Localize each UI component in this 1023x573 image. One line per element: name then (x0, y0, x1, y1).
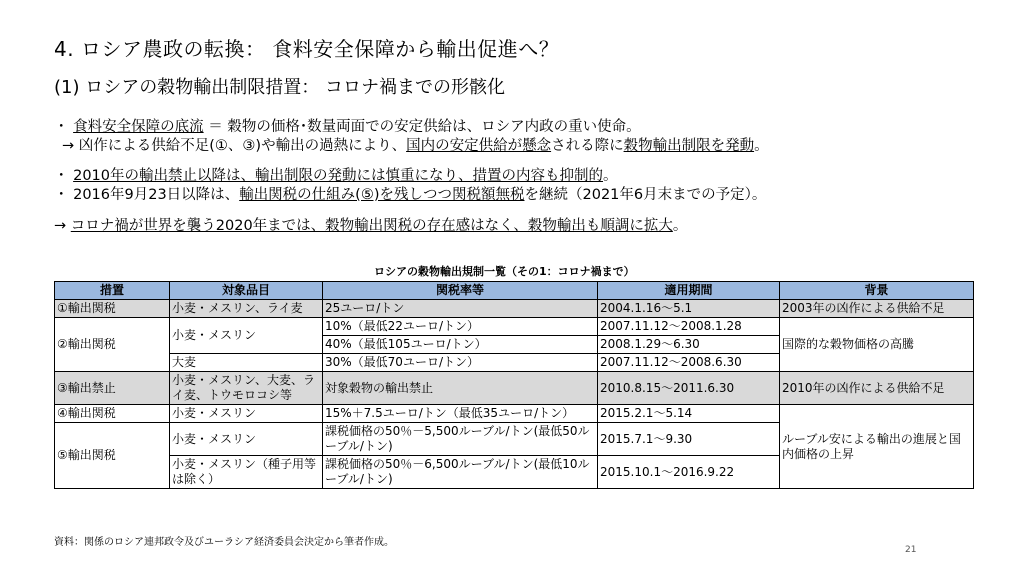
arrow-marker: → (62, 138, 75, 154)
page-number: 21 (905, 545, 917, 555)
slide-title: 4. ロシア農政の転換： 食料安全保障から輸出促進へ？ (54, 37, 560, 61)
bullet-export-restriction (62, 134, 769, 155)
header-background: 背景 (780, 282, 974, 300)
cell-rate: 10%（最低22ユーロ/トン） (323, 318, 598, 336)
table-row (55, 318, 974, 336)
cell-background: 国際的な穀物価格の高騰 (780, 318, 974, 372)
cell-period: 2015.7.1～9.30 (598, 423, 780, 456)
bullet-keyword: 穀物輸出制限を発動 (623, 138, 755, 154)
cell-measure: ②輸出関税 (55, 318, 170, 372)
cell-rate: 40%（最低105ユーロ/トン） (323, 336, 598, 354)
export-regulation-table (54, 281, 974, 489)
cell-item: 大麦 (170, 354, 323, 372)
bullet-text: を継続（2021年6月末までの予定）。 (524, 187, 767, 203)
table-caption: ロシアの穀物輸出規制一覧（その1：コロナ禍まで） (374, 265, 635, 278)
bullet-marker: ・ (54, 168, 69, 184)
cell-rate: 30%（最低70ユーロ/トン） (323, 354, 598, 372)
bullet-text: 2016年9月23日以降は、 (73, 187, 240, 203)
bullet-text: 凶作による供給不足(①、③)や輸出の過熱により、 (78, 138, 407, 154)
bullet-keyword: 食料安全保障の底流 (73, 119, 204, 135)
cell-item: 小麦・メスリン、ライ麦 (170, 300, 323, 318)
bullet-keyword: 国内の安定供給が懸念 (406, 138, 552, 154)
cell-item: 小麦・メスリン（種子用等は除く） (170, 456, 323, 489)
bullet-2016-duty (54, 183, 766, 204)
header-measure: 措置 (55, 282, 170, 300)
bullet-conclusion (54, 214, 687, 235)
cell-period: 2007.11.12～2008.6.30 (598, 354, 780, 372)
table-row (55, 405, 974, 423)
bullet-text: ＝ 穀物の価格･数量両面での安定供給は、ロシア内政の重い使命。 (203, 119, 641, 135)
cell-measure: ①輸出関税 (55, 300, 170, 318)
cell-item: 小麦・メスリン、大麦、ライ麦、トウモロコシ等 (170, 372, 323, 405)
cell-rate: 25ユーロ/トン (323, 300, 598, 318)
cell-item: 小麦・メスリン (170, 318, 323, 354)
cell-background: ルーブル安による輸出の進展と国内価格の上昇 (780, 405, 974, 489)
cell-rate: 15%＋7.5ユーロ/トン（最低35ユーロ/トン） (323, 405, 598, 423)
header-period: 適用期間 (598, 282, 780, 300)
bullet-text: 。 (754, 138, 769, 154)
arrow-marker: → (54, 218, 67, 234)
cell-rate: 課税価格の50％－6,500ルーブル/トン(最低10ルーブル/トン) (323, 456, 598, 489)
bullet-marker: ・ (54, 119, 69, 135)
header-rate: 関税率等 (323, 282, 598, 300)
cell-period: 2010.8.15～2011.6.30 (598, 372, 780, 405)
cell-rate: 課税価格の50％－5,500ルーブル/トン(最低50ルーブル/トン) (323, 423, 598, 456)
bullet-2010-ban (54, 164, 618, 185)
cell-measure: ④輸出関税 (55, 405, 170, 423)
cell-period: 2015.10.1～2016.9.22 (598, 456, 780, 489)
bullet-keyword: 輸出関税の仕組み(⑤)を残しつつ関税額無税 (239, 187, 525, 203)
slide-subtitle: (1) ロシアの穀物輸出制限措置： コロナ禍までの形骸化 (54, 77, 505, 98)
cell-background: 2003年の凶作による供給不足 (780, 300, 974, 318)
cell-period: 2007.11.12～2008.1.28 (598, 318, 780, 336)
cell-rate: 対象穀物の輸出禁止 (323, 372, 598, 405)
bullet-text: 。 (672, 218, 688, 234)
table-row (55, 300, 974, 318)
cell-measure: ⑤輸出関税 (55, 423, 170, 489)
bullet-food-security (54, 115, 641, 136)
cell-period: 2008.1.29～6.30 (598, 336, 780, 354)
table-header-row (55, 282, 974, 300)
bullet-keyword: コロナ禍が世界を襲う2020年までは、穀物輸出関税の存在感はなく、穀物輸出も順調に拡大 (70, 218, 673, 234)
bullet-keyword: 2010年の輸出禁止以降は、輸出制限の発動には慎重になり、措置の内容も抑制的 (73, 168, 604, 184)
cell-measure: ③輸出禁止 (55, 372, 170, 405)
cell-background: 2010年の凶作による供給不足 (780, 372, 974, 405)
cell-item: 小麦・メスリン (170, 405, 323, 423)
table-row (55, 372, 974, 405)
cell-period: 2015.2.1～5.14 (598, 405, 780, 423)
cell-item: 小麦・メスリン (170, 423, 323, 456)
header-item: 対象品目 (170, 282, 323, 300)
bullet-marker: ・ (54, 187, 69, 203)
source-note: 資料：関係のロシア連邦政令及びユーラシア経済委員会決定から筆者作成。 (54, 537, 394, 548)
bullet-text: 。 (603, 168, 618, 184)
cell-period: 2004.1.16～5.1 (598, 300, 780, 318)
bullet-text: される際に (551, 138, 624, 154)
